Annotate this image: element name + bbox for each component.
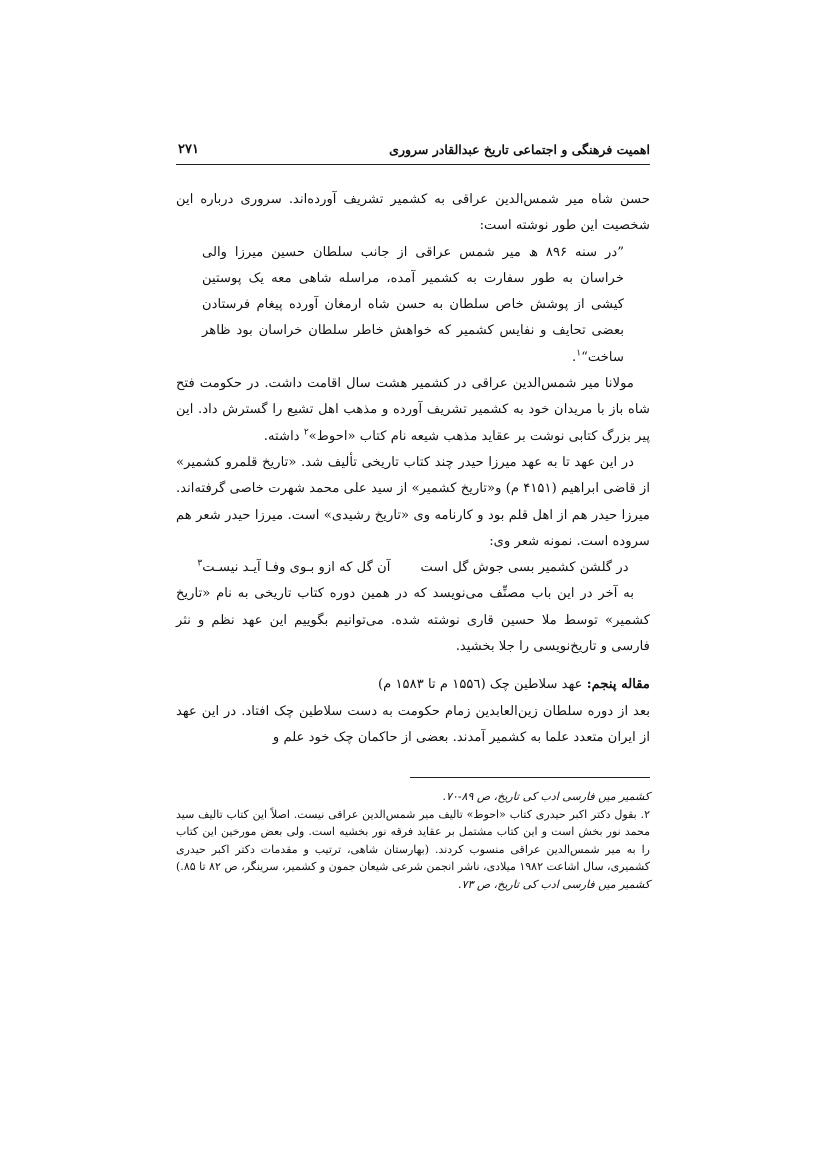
running-header: [176, 136, 650, 165]
footnote-ref-3: ۳: [197, 558, 203, 569]
paragraph-1: حسن شاه میر شمس‌الدین عراقی به کشمیر تشریف آورده‌اند. سروری درباره این شخصیت این طور نوشته است:: [176, 192, 650, 234]
footnote-3: کشمیر میں فارسی ادب کی تاریخ، ص ۷۳.: [458, 877, 650, 891]
section-heading: [176, 672, 650, 698]
section-label: مقاله پنجم:: [586, 677, 650, 693]
verse-hemistich-2-text: آن گل که ازو بـوی وفـا آیـد نیسـت: [202, 560, 391, 576]
footnote-1: کشمیر میں فارسی ادب کی تاریخ، ص ۸۹-۷۰.: [442, 790, 650, 804]
paragraph-2-end: داشته.: [263, 428, 304, 444]
header-title: اهمیت فرهنگی و اجتماعی تاریخ عبدالقادر سروری: [389, 142, 650, 157]
footnotes: [176, 788, 650, 893]
verse-hemistich-1: در گلشن کشمیر بسی جوش گل است: [420, 560, 629, 576]
block-quote: ”در سنه ۸۹۶ ھ میر شمس عراقی از جانب سلطان حسین میرزا والی خراسان به طور سفارت به کشمیر آمده، مراسله شاهی معه یک پوستین کیشی از پوشش خاص سلطان به حسن شاه ارمغان آورده پیغام فرستادن بعضی تحایف و نفایس کشمیر که خواهش خاطر سلطان خراسان بود ظاهر ساخت“$^۱$.: [202, 244, 624, 365]
verse: [176, 555, 650, 581]
section-title: عهد سلاطین چک (۱۵۵٦ م تا ۱۵۸۳ م): [377, 677, 587, 693]
footnote-ref-2: ۲: [303, 427, 309, 438]
paragraph-3: در این عهد تا به عهد میرزا حیدر چند کتاب تاریخی تألیف شد. «تاریخ قلمرو کشمیر» از قاضی ابراهیم (۴۱۵۱ م) و«تاریخ کشمیر» از سید علی محمد شهرت خاصی گرفته‌اند. میرزا حیدر هم از اهل قلم بود و کارنامه وی «تاریخ رشیدی» است. میرزا حیدر شعر هم سروده است. نمونه شعر وی:: [176, 454, 651, 549]
paragraph-2: [176, 371, 650, 450]
verse-hemistich-2: [197, 555, 390, 581]
quote-text: ”در سنه ۸۹۶ ھ میر شمس عراقی از جانب سلطان حسین میرزا والی خراسان به طور سفارت به کشمیر آمده، مراسله شاهی معه یک پوستین کیشی از پوشش خاص سلطان به حسن شاه ارمغان آورده پیغام فرستادن بعضی تحایف و نفایس کشمیر که خواهش خاطر سلطان خراسان بود ظاهر ساخت“: [202, 244, 624, 365]
paragraph-5: بعد از دوره سلطان زین‌العابدین زمام حکومت به دست سلاطین چک افتاد. در این عهد از ایران متعدد علما به کشمیر آمدند. بعضی از حاکمان چک خود علم و: [176, 703, 650, 745]
footnote-ref-1: ۱: [576, 348, 582, 359]
paragraph-2-text: مولانا میر شمس‌الدین عراقی در کشمیر هشت سال اقامت داشت. در حکومت فتح شاه باز با مریدان خود به کشمیر تشریف آورده و مذهب اهل تشیع را گسترش داد. این پیر بزرگ کتابی نوشت بر عقاید مذهب شیعه نام کتاب «احوط»: [176, 376, 650, 444]
body-text: [176, 187, 650, 751]
page: [176, 136, 650, 893]
footnote-2: ۲. بقول دکتر اکبر حیدری کتاب «احوط» تالیف میر شمس‌الدین عراقی نیست. اصلاً این کتاب تالیف سید محمد نور بخش است و این کتاب مشتمل بر عقاید فرقه نور بخشیه است. ولی بعض مورخین این کتاب را به میر شمس‌الدین عراقی منسوب کردند. (بهارستان شاهی، ترتیب و مقدمات دکتر اکبر حیدری کشمیری، سال اشاعت ۱۹۸۲ میلادی، ناشر انجمن شرعی شیعان جمون و کشمیر، سرینگر، ص ۸۲ تا ۸۵.): [176, 807, 650, 874]
paragraph-4: به آخر در این باب مصنِّف می‌نویسد که در همین دوره کتاب تاریخی به نام «تاریخ کشمیر» توسط ملا حسین قاری نوشته شده. می‌توانیم بگوییم این عهد نظم و نثر فارسی و تاریخ‌نویسی را جلا بخشید.: [176, 586, 650, 655]
footnote-divider: [410, 777, 650, 778]
page-number: ۲۷۱: [178, 142, 199, 157]
